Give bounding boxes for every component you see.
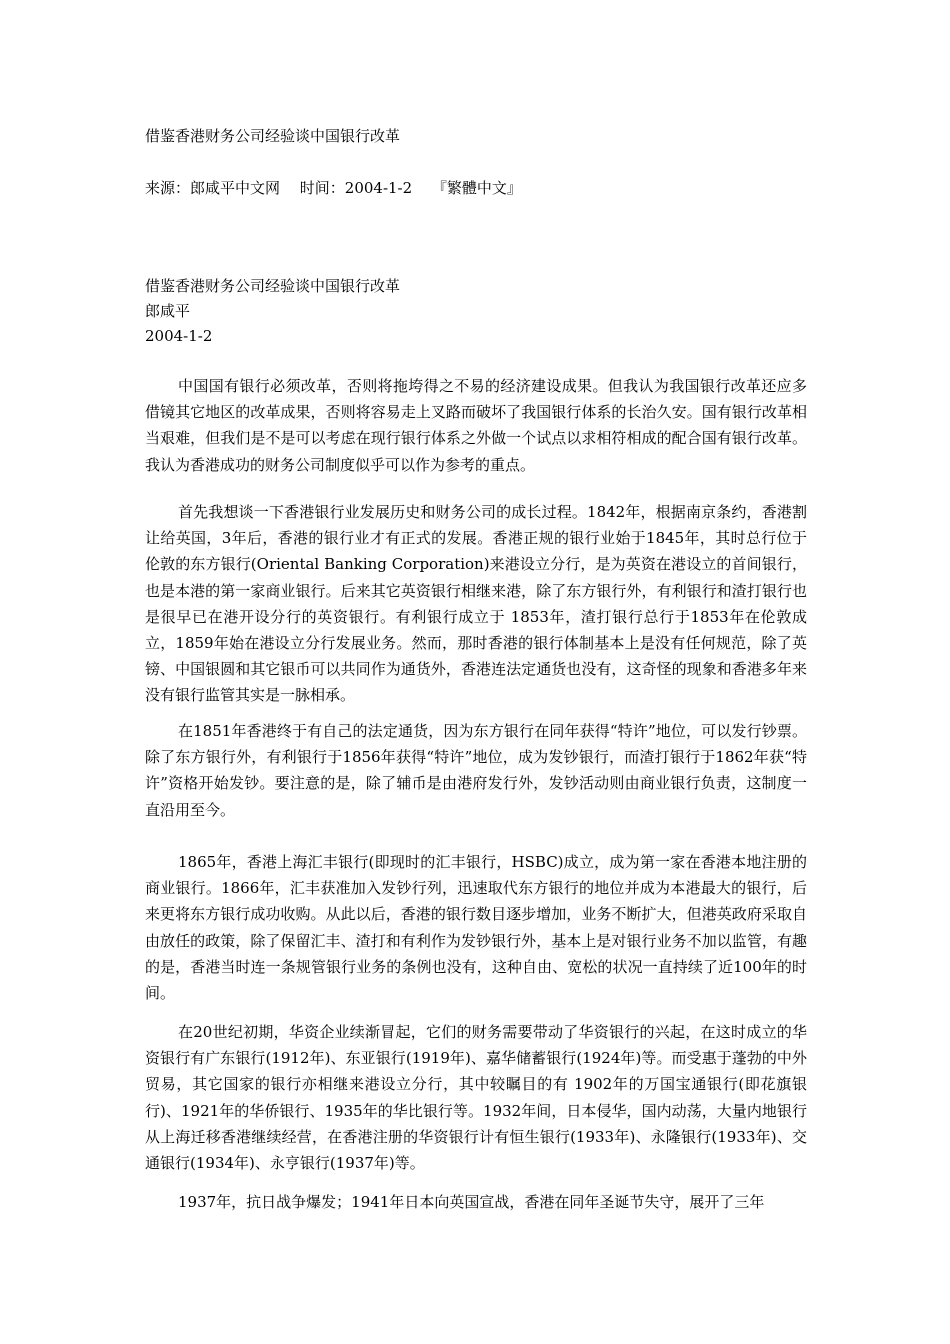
paragraph-4: 1865年，香港上海汇丰银行(即现时的汇丰银行，HSBC)成立，成为第一家在香港本地注册的商业银行。1866年，汇丰获准加入发钞行列，迅速取代东方银行的地位并成为本港最大的银行，后来更将东方银行成功收购。从此以后，香港的银行数目逐步增加，业务不断扩大，但港英政府采取自由放任的政策，除了保留汇丰、渣打和有利作为发钞银行外，基本上是对银行业务不加以监管，有趣的是，香港当时连一条规管银行业务的条例也没有，这种自由、宽松的状况一直持续了近100年的时间。 [145,853,807,1003]
article-author: 郎咸平 [145,302,191,320]
page-heading: 借鉴香港财务公司经验谈中国银行改革 [145,127,401,145]
article-date: 2004-1-2 [145,327,213,345]
paragraph-3: 在1851年香港终于有自己的法定通货，因为东方银行在同年获得“特许”地位，可以发行钞票。除了东方银行外，有利银行于1856年获得“特许”地位，成为发钞银行，而渣打银行于1862年获“特许”资格开始发钞。要注意的是，除了辅币是由港府发行外，发钞活动则由商业银行负责，这制度一直沿用至今。 [145,722,807,819]
paragraph-1: 中国国有银行必须改革，否则将拖垮得之不易的经济建设成果。但我认为我国银行改革还应多借镜其它地区的改革成果，否则将容易走上叉路而破坏了我国银行体系的长治久安。国有银行改革相当艰难，但我们是不是可以考虑在现行银行体系之外做一个试点以求相符相成的配合国有银行改革。我认为香港成功的财务公司制度似乎可以作为参考的重点。 [145,377,807,474]
source-meta-line: 来源：郎咸平中文网 时间：2004-1-2 『繁體中文』 [145,179,522,197]
paragraph-6: 1937年，抗日战争爆发；1941年日本向英国宣战，香港在同年圣诞节失守，展开了三年 [178,1193,765,1211]
paragraph-2: 首先我想谈一下香港银行业发展历史和财务公司的成长过程。1842年，根据南京条约，香港割让给英国，3年后，香港的银行业才有正式的发展。香港正规的银行业始于1845年，其时总行位于伦敦的东方银行(Oriental Banking Corporation)来港设立分行，是为英资在港设立的首间银行，也是本港的第一家商业银行。后来其它英资银行相继来港，除了东方银行外，有利银行和渣打银行也是很早已在港开设分行的英资银行。有利银行成立于 1853年，渣打银行总行于1853年在伦敦成立，1859年始在港设立分行发展业务。然而，那时香港的银行体制基本上是没有任何规范，除了英镑、中国银圆和其它银币可以共同作为通货外，香港连法定通货也没有，这奇怪的现象和香港多年来没有银行监管其实是一脉相承。 [145,503,807,705]
article-title: 借鉴香港财务公司经验谈中国银行改革 [145,277,401,295]
paragraph-5: 在20世纪初期，华资企业续渐冒起，它们的财务需要带动了华资银行的兴起，在这时成立的华资银行有广东银行(1912年)、东亚银行(1919年)、嘉华储蓄银行(1924年)等。而受惠于蓬勃的中外贸易，其它国家的银行亦相继来港设立分行，其中较瞩目的有 1902年的万国宝通银行(即花旗银行)、1921年的华侨银行、1935年的华比银行等。1932年间，日本侵华，国内动荡，大量内地银行从上海迁移香港继续经营，在香港注册的华资银行计有恒生银行(1933年)、永隆银行(1933年)、交通银行(1934年)、永亨银行(1937年)等。 [145,1023,807,1173]
